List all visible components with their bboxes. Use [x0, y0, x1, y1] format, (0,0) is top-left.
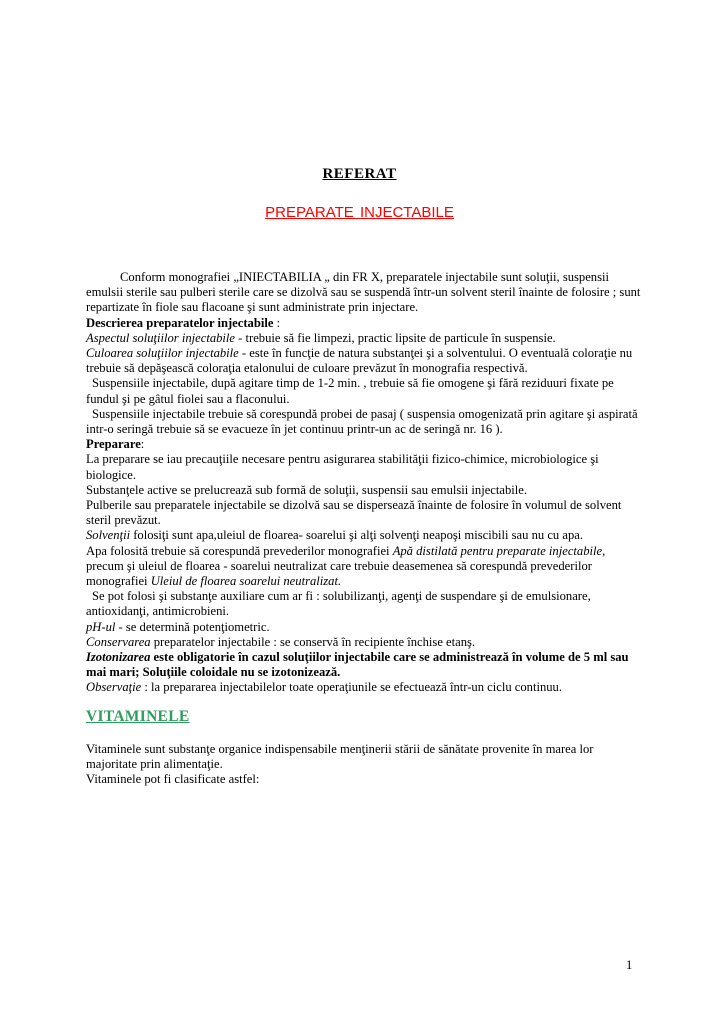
page-number: 1 — [626, 958, 633, 972]
conservation-paragraph — [86, 635, 646, 650]
intro-paragraph: Conform monografiei „INIECTABILIA „ din FR X, preparatele injectabile sunt soluţii, suspensii emulsii sterile sau pulberi sterile care se dizolvă sau se suspendă într-un solvent steril înainte de folosire ; sunt repartizate în fiole sau flacoane şi sunt administrate prin injectare. — [86, 270, 641, 315]
heading-tail: : — [273, 315, 281, 330]
water-text-a: Apa folosită trebuie să corespundă prevederilor monografiei — [86, 543, 393, 558]
suspension-paragraph-2: Suspensiile injectabile trebuie să corespundă probei de pasaj ( suspensia omogenizată prin agitare şi aspirată intr-o seringă trebuie să se evacueze în jet continuu printr-un ac de seringă nr. 16 ). — [86, 406, 638, 437]
vitamins-heading: VITAMINELE — [86, 707, 190, 725]
heading-text: Descrierea preparatelor injectabile — [86, 315, 274, 330]
observation-text: : la prepararea injectabilelor toate operaţiunile se efectuează într-un ciclu continuu. — [141, 680, 562, 695]
color-paragraph — [86, 346, 646, 376]
ph-label: pH-ul — [86, 619, 116, 634]
ph-text: - se determină potenţiometric. — [115, 619, 270, 634]
color-label: Culoarea soluţiilor injectabile — [86, 346, 239, 361]
isotonization-paragraph — [86, 650, 646, 680]
heading-text: Preparare — [86, 437, 141, 452]
water-paragraph — [86, 544, 646, 590]
preparation-paragraph-1: La preparare se iau precauţiile necesare pentru asigurarea stabilităţii fizico-chimice, microbiologice şi biologice. — [86, 452, 599, 482]
page-title: REFERAT — [322, 166, 397, 182]
isotonization-text: este obligatorie în cazul soluţiilor injectabile care se administrează în volume de 5 ml sau mai mari; Soluţiile coloidale nu se izotonizează. — [86, 650, 629, 680]
isotonization-label: Izotonizarea — [86, 650, 151, 665]
heading-tail: : — [140, 437, 145, 452]
preparation-paragraph-3: Pulberile sau preparatele injectabile se dizolvă sau se dispersează înainte de folosire în volumul de solvent steril prevăzut. — [86, 498, 622, 528]
conservation-label: Conservarea — [86, 634, 151, 649]
aspect-label: Aspectul soluţiilor injectabile — [86, 330, 236, 345]
section-heading-description — [86, 316, 646, 331]
conservation-text: preparatelor injectabile : se conservă în recipiente închise etanş. — [150, 634, 476, 649]
oil-monograph-name: Uleiul de floarea soarelui neutralizat. — [150, 574, 342, 589]
solvents-paragraph — [86, 528, 646, 543]
preparation-paragraph-2: Substanţele active se prelucrează sub formă de soluţii, suspensii sau emulsii injectabile. — [86, 482, 528, 497]
ph-paragraph — [86, 620, 646, 635]
document-body — [86, 270, 646, 788]
auxiliary-paragraph: Se pot folosi şi substanţe auxiliare cum ar fi : solubilizanţi, agenţi de suspendare şi de emulsionare, antioxidanţi, antimicrobieni. — [86, 589, 591, 619]
aspect-paragraph — [86, 331, 646, 346]
suspension-paragraph-1: Suspensiile injectabile, după agitare timp de 1-2 min. , trebuie să fie omogene şi fără reziduuri fixate pe fundul şi pe gâtul fiolei sau a flaconului. — [86, 376, 614, 406]
water-monograph-name: Apă distilată pentru preparate injectabile — [392, 543, 603, 558]
water-text-c: , precum şi uleiul de floarea - soarelui neutralizat care trebuie deasemenea să corespundă prevederilor monografiei — [86, 543, 606, 589]
vitamins-paragraph-2: Vitaminele pot fi clasificate astfel: — [86, 772, 260, 787]
observation-paragraph — [86, 680, 646, 695]
observation-label: Observaţie — [86, 680, 142, 695]
solvents-label: Solvenţii — [86, 528, 131, 543]
page-subtitle: PREPARATE INJECTABILE — [265, 204, 454, 221]
vitamins-paragraph-1: Vitaminele sunt substanţe organice indispensabile menţinerii stării de sănătate provenite în marea lor majoritate prin alimentaţie. — [86, 741, 594, 772]
solvents-text: folosiţi sunt apa,uleiul de floarea- soarelui şi alţi solvenţi neapoşi miscibili sau nu cu apa. — [130, 528, 583, 543]
section-heading-preparation — [86, 437, 646, 452]
color-text: - este în funcţie de natura substanţei şi a solventului. O eventuală coloraţie nu trebuie să depăşească coloraţia etalonului de culoare prevăzut în monografia respectivă. — [86, 346, 633, 376]
aspect-text: - trebuie să fie limpezi, practic lipsite de particule în suspensie. — [235, 330, 556, 345]
